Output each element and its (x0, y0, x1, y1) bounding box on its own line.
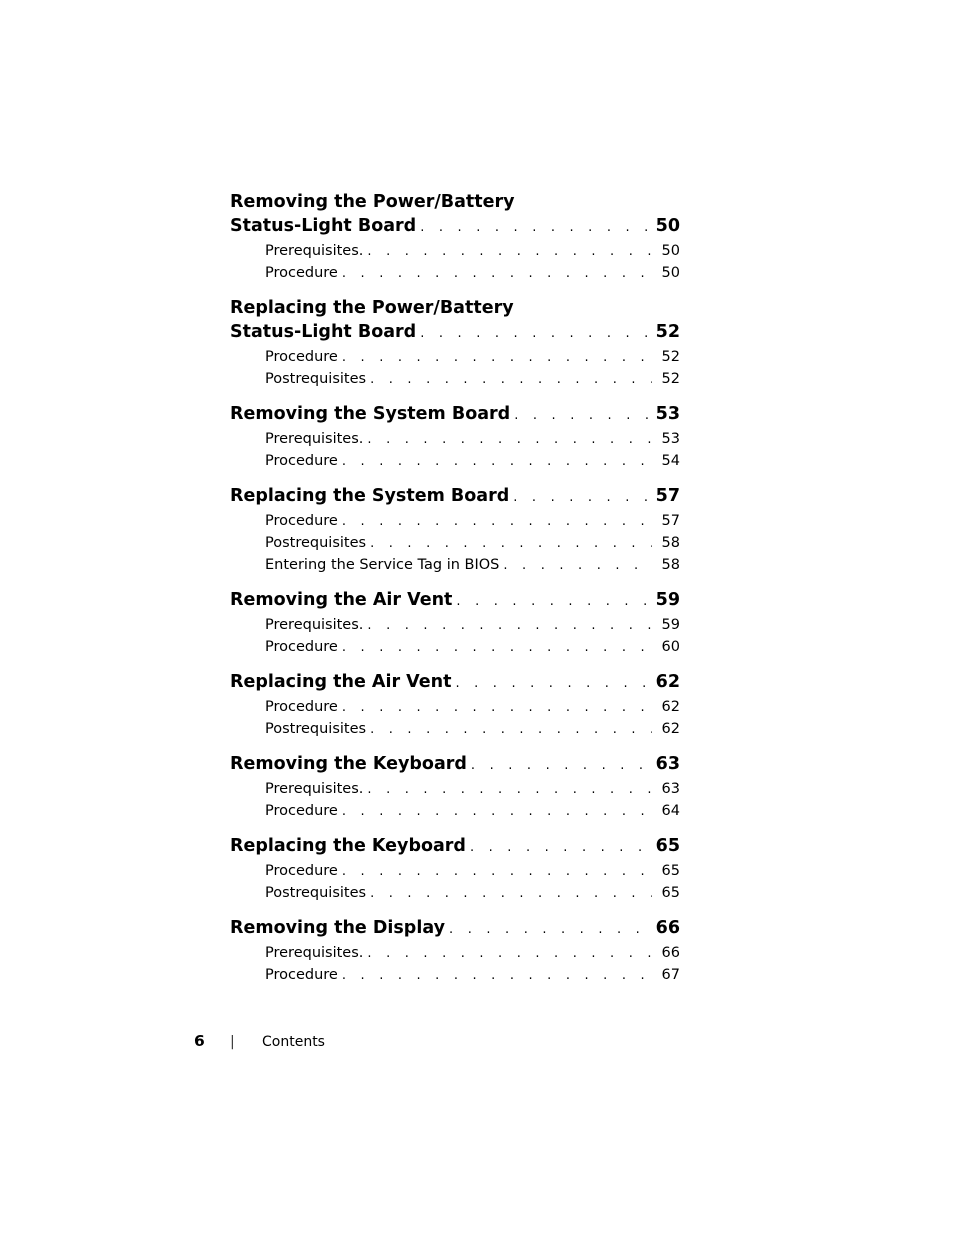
dot-leader (367, 429, 652, 450)
toc-sub-entry[interactable] (230, 428, 680, 450)
toc-sub-title: Procedure (265, 639, 338, 655)
dot-leader (342, 347, 652, 368)
toc-sub-page: 59 (661, 617, 680, 633)
toc-sub-title: Prerequisites. (265, 243, 364, 259)
toc-sub-page: 52 (661, 349, 680, 365)
dot-leader (342, 511, 652, 532)
dot-leader (503, 555, 652, 576)
toc-sub-title: Procedure (265, 453, 338, 469)
toc-heading-title: Removing the Keyboard (230, 754, 467, 774)
toc-sub-page: 50 (661, 243, 680, 259)
toc-heading-title: Status-Light Board (230, 216, 417, 236)
toc-heading-title: Replacing the System Board (230, 486, 510, 506)
toc-sub-page: 67 (661, 967, 680, 983)
toc-section (230, 916, 680, 986)
toc-heading-title: Status-Light Board (230, 322, 417, 342)
toc-sub-entry[interactable] (230, 800, 680, 822)
dot-leader (367, 943, 652, 964)
footer-page-number: 6 (194, 1032, 205, 1050)
toc-section (230, 402, 680, 472)
dot-leader (370, 369, 652, 390)
toc-sub-page: 65 (661, 885, 680, 901)
dot-leader (420, 322, 651, 344)
footer-section-name: Contents (262, 1034, 325, 1050)
toc-sub-title: Procedure (265, 803, 338, 819)
toc-sub-title: Prerequisites. (265, 945, 364, 961)
toc-heading-entry[interactable] (230, 402, 680, 426)
toc-sub-entry[interactable] (230, 778, 680, 800)
dot-leader (342, 965, 652, 986)
page-footer (194, 1030, 325, 1052)
toc-heading-title: Removing the Air Vent (230, 590, 453, 610)
toc-sub-page: 58 (661, 535, 680, 551)
dot-leader (370, 719, 652, 740)
toc-heading-entry[interactable] (230, 834, 680, 858)
toc-heading-line1[interactable]: Replacing the Power/Battery (230, 298, 514, 318)
toc-heading-entry[interactable] (230, 916, 680, 940)
toc-sub-page: 54 (661, 453, 680, 469)
toc-sub-page: 62 (661, 699, 680, 715)
dot-leader (513, 486, 651, 508)
toc-sub-entry[interactable] (230, 860, 680, 882)
toc-sub-title: Postrequisites (265, 535, 367, 551)
toc-sub-page: 66 (661, 945, 680, 961)
toc-sub-title: Procedure (265, 513, 338, 529)
toc-sub-entry[interactable] (230, 718, 680, 740)
dot-leader (367, 241, 652, 262)
toc-heading-page: 63 (655, 754, 680, 774)
toc-sub-page: 58 (661, 557, 680, 573)
toc-sub-title: Prerequisites. (265, 431, 364, 447)
toc-heading-page: 57 (655, 486, 680, 506)
toc-heading-line1[interactable]: Removing the Power/Battery (230, 192, 515, 212)
toc-sub-page: 50 (661, 265, 680, 281)
dot-leader (471, 754, 652, 776)
toc-sub-page: 60 (661, 639, 680, 655)
toc-heading-entry[interactable] (230, 670, 680, 694)
toc-sub-title: Procedure (265, 699, 338, 715)
toc-sub-title: Postrequisites (265, 885, 367, 901)
dot-leader (370, 883, 652, 904)
toc-section (230, 752, 680, 822)
toc-heading-title: Replacing the Air Vent (230, 672, 452, 692)
toc-sub-page: 52 (661, 371, 680, 387)
toc-sub-title: Procedure (265, 265, 338, 281)
toc-heading-title: Removing the Display (230, 918, 446, 938)
toc-sub-page: 57 (661, 513, 680, 529)
dot-leader (342, 451, 652, 472)
toc-sub-entry[interactable] (230, 262, 680, 284)
toc-sub-entry[interactable] (230, 240, 680, 262)
footer-divider: | (230, 1034, 235, 1050)
dot-leader (456, 590, 651, 612)
toc-section (230, 670, 680, 740)
toc-sub-title: Prerequisites. (265, 781, 364, 797)
toc-sub-entry[interactable] (230, 368, 680, 390)
toc-sub-title: Prerequisites. (265, 617, 364, 633)
toc-sub-entry[interactable] (230, 882, 680, 904)
toc-sub-entry[interactable] (230, 510, 680, 532)
toc-heading-page: 50 (655, 216, 680, 236)
dot-leader (342, 861, 652, 882)
dot-leader (367, 779, 652, 800)
toc-sub-title: Procedure (265, 349, 338, 365)
toc-section (230, 296, 680, 390)
toc-sub-page: 62 (661, 721, 680, 737)
toc-sub-page: 63 (661, 781, 680, 797)
toc-section (230, 484, 680, 576)
toc-sub-entry[interactable] (230, 636, 680, 658)
toc-sub-page: 53 (661, 431, 680, 447)
toc-heading-title: Removing the System Board (230, 404, 511, 424)
toc-heading-page: 53 (655, 404, 680, 424)
toc-sub-page: 64 (661, 803, 680, 819)
toc-sub-title: Postrequisites (265, 371, 367, 387)
toc-sub-entry[interactable] (230, 614, 680, 636)
toc-heading-page: 65 (655, 836, 680, 856)
dot-leader (342, 801, 652, 822)
dot-leader (449, 918, 652, 940)
toc-sub-title: Entering the Service Tag in BIOS (265, 557, 500, 573)
dot-leader (420, 216, 651, 238)
toc-heading-page: 66 (655, 918, 680, 938)
toc-sub-entry[interactable] (230, 696, 680, 718)
toc-sub-title: Postrequisites (265, 721, 367, 737)
dot-leader (342, 697, 652, 718)
toc-section (230, 588, 680, 658)
toc-heading-entry[interactable] (230, 752, 680, 776)
dot-leader (367, 615, 652, 636)
toc-sub-entry[interactable] (230, 942, 680, 964)
toc-heading-page: 62 (655, 672, 680, 692)
dot-leader (342, 263, 652, 284)
toc-heading-entry[interactable] (230, 320, 680, 344)
toc-sub-title: Procedure (265, 967, 338, 983)
toc-heading-page: 52 (655, 322, 680, 342)
toc-heading-page: 59 (655, 590, 680, 610)
toc-section (230, 834, 680, 904)
toc-sub-title: Procedure (265, 863, 338, 879)
dot-leader (370, 533, 652, 554)
toc-heading-entry[interactable] (230, 214, 680, 238)
toc-sub-entry[interactable] (230, 450, 680, 472)
toc-section (230, 190, 680, 284)
dot-leader (514, 404, 651, 426)
toc-sub-entry[interactable] (230, 964, 680, 986)
toc-sub-entry[interactable] (230, 554, 680, 576)
table-of-contents (230, 190, 680, 998)
toc-sub-entry[interactable] (230, 346, 680, 368)
toc-sub-entry[interactable] (230, 532, 680, 554)
toc-heading-title: Replacing the Keyboard (230, 836, 466, 856)
toc-sub-page: 65 (661, 863, 680, 879)
toc-heading-entry[interactable] (230, 484, 680, 508)
dot-leader (342, 637, 652, 658)
dot-leader (455, 672, 651, 694)
toc-heading-entry[interactable] (230, 588, 680, 612)
dot-leader (470, 836, 652, 858)
